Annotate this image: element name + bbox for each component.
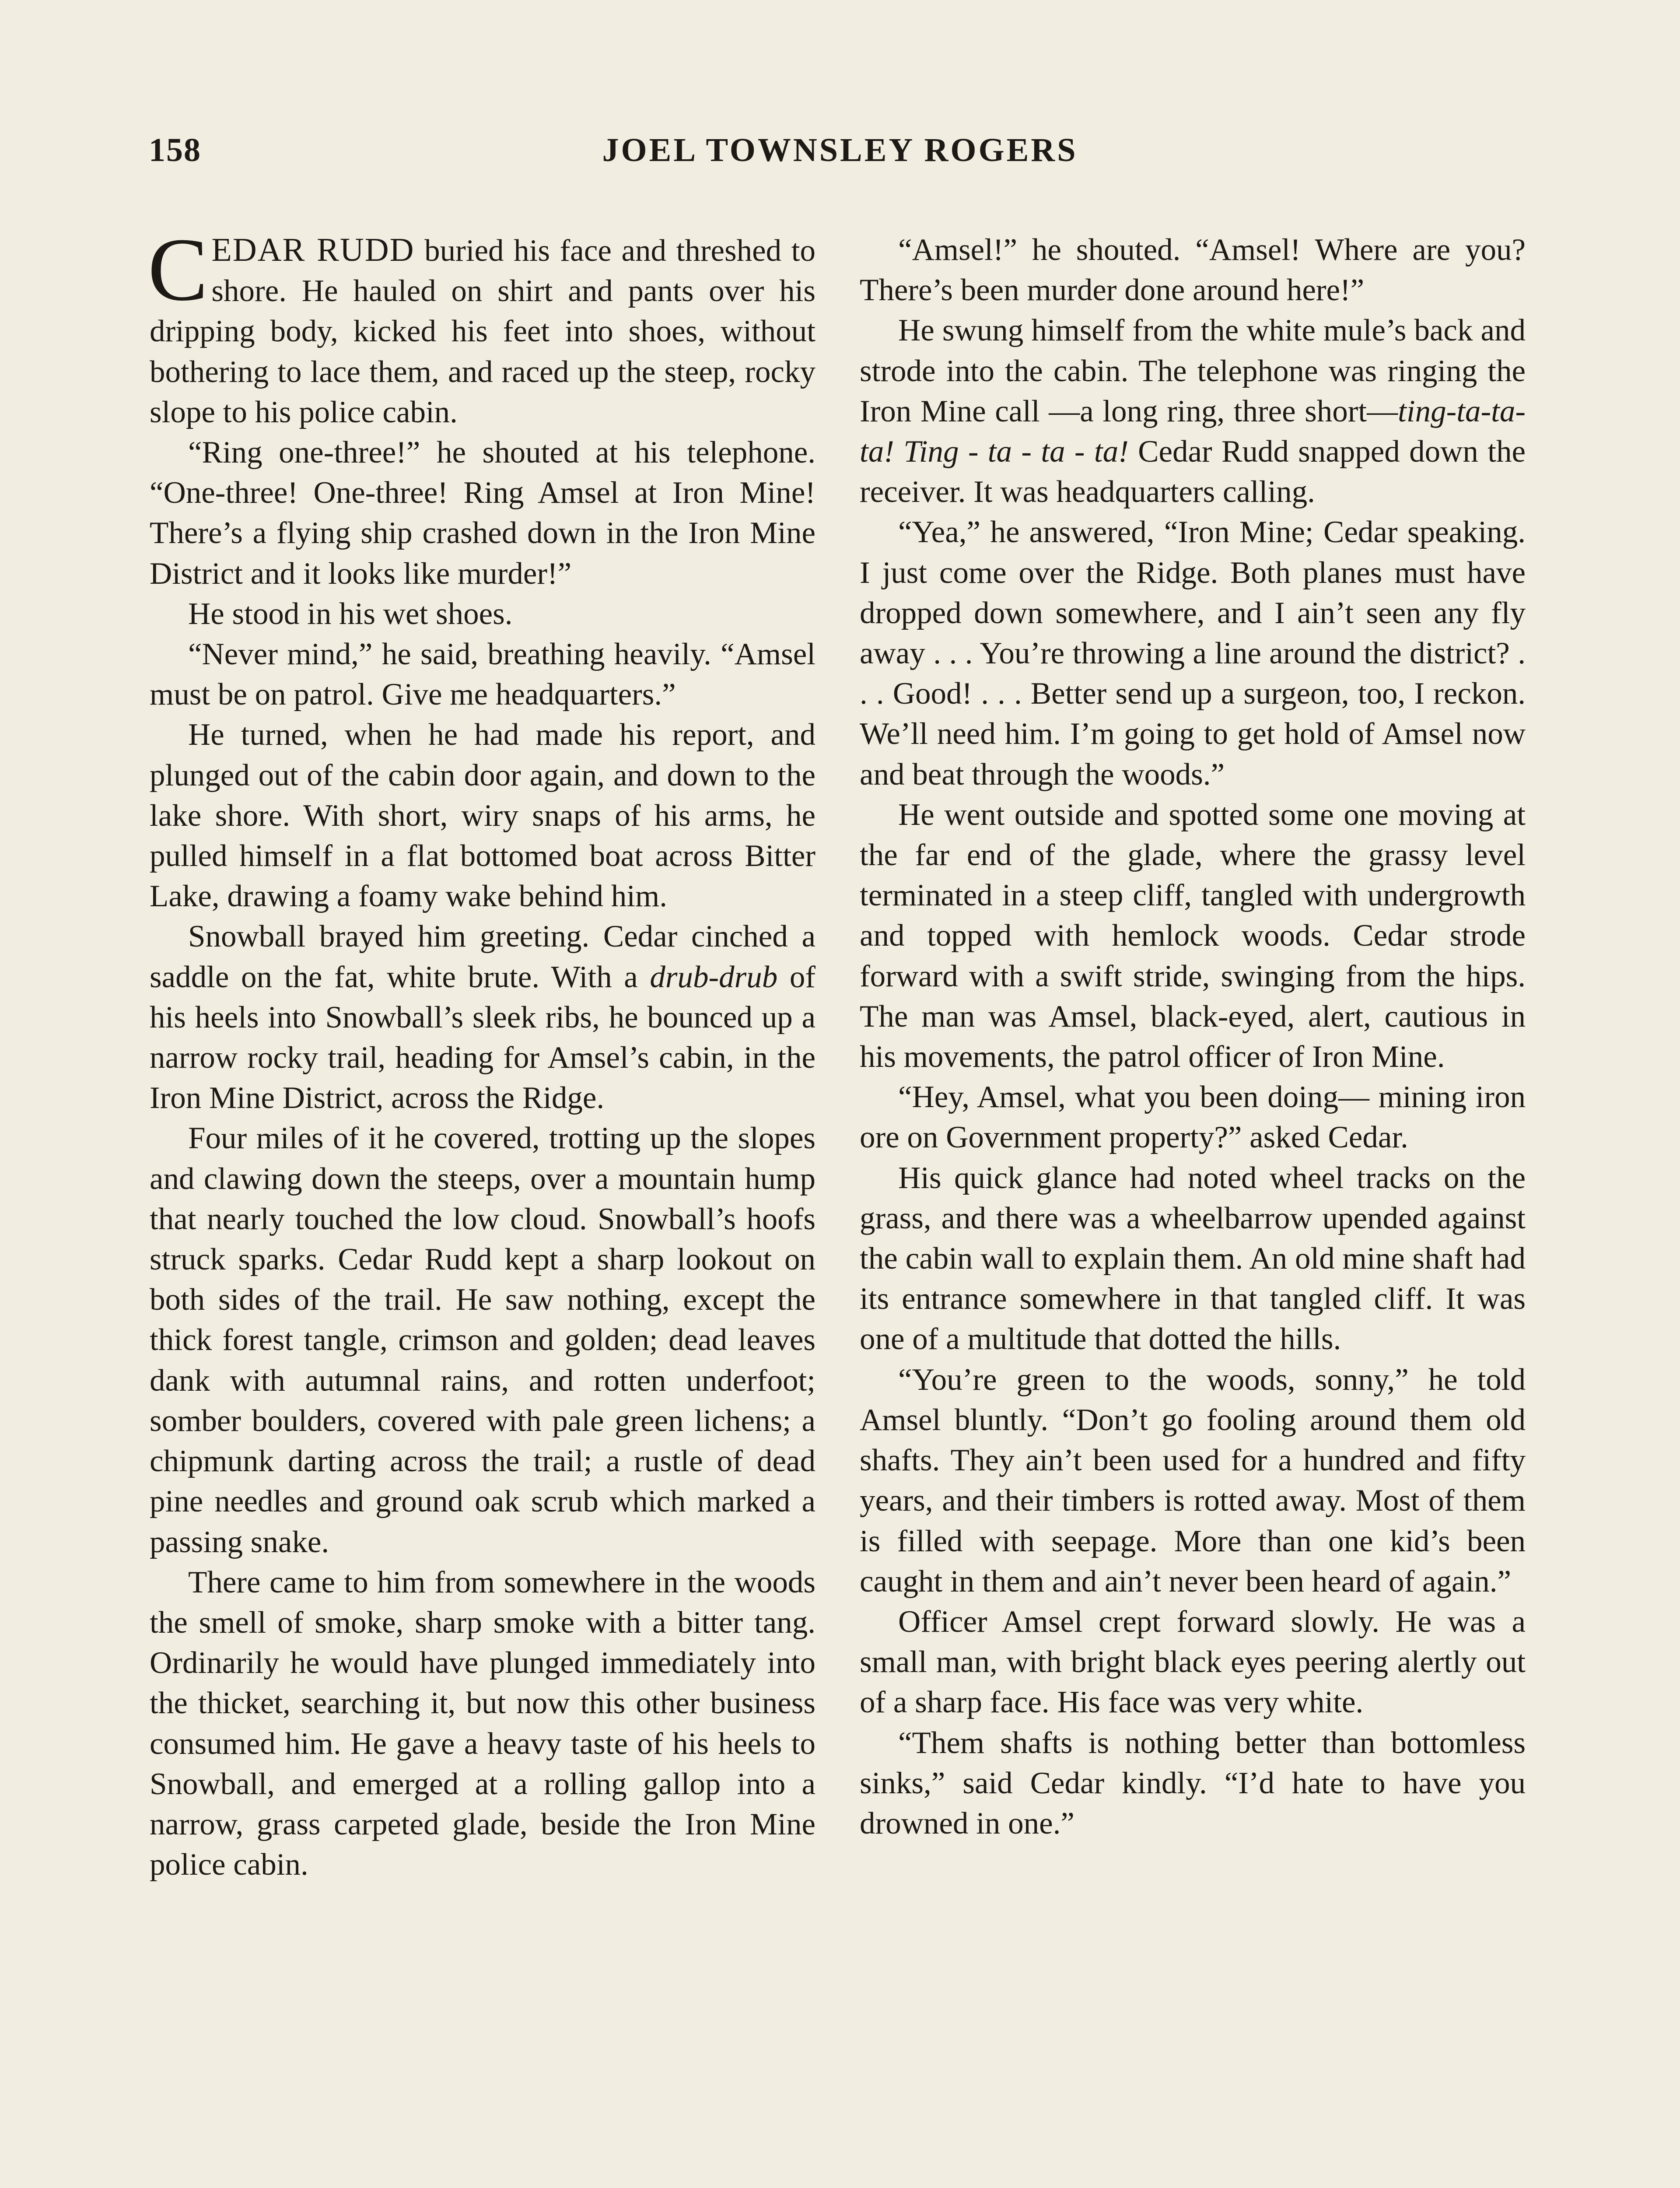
paragraph: His quick glance had noted wheel tracks on the grass, and there was a wheelbarrow upended against the cabin wall to explain them. An old mine shaft had its entrance somewhere in that tangled cliff. It was one of a multitude that dotted the hills. bbox=[860, 1161, 1526, 1357]
emphasis: ting-ta-ta-ta! Ting - ta - ta - ta! bbox=[860, 394, 1526, 469]
right-column bbox=[860, 230, 1526, 1844]
paragraph bbox=[150, 916, 816, 1118]
paragraph: Four miles of it he covered, trotting up the slopes and clawing down the steeps, over a mountain hump that nearly touched the low cloud. Snowball’s hoofs struck sparks. Cedar Rudd kept a sharp lookout on both sides of the trail. He saw nothing, except the thick forest tangle, crimson and golden; dead leaves dank with autumnal rains, and rotten underfoot; somber boulders, covered with pale green lichens; a chipmunk darting across the trail; a rustle of dead pine needles and ground oak scrub which marked a passing snake. bbox=[150, 1121, 816, 1559]
paragraph bbox=[148, 219, 816, 432]
paragraph-text: of his heels into Snowball’s sleek ribs, he bounced up a narrow rocky trail, heading for Amsel’s cabin, in the Iron Mine District, across the Ridge. bbox=[150, 960, 816, 1115]
paragraph: “Amsel!” he shouted. “Amsel! Where are you? There’s been murder done around here!” bbox=[860, 233, 1526, 308]
drop-cap: C bbox=[148, 219, 208, 319]
paragraph-text: Cedar Rudd snapped down the receiver. It was headquarters calling. bbox=[860, 435, 1526, 509]
page-number: 158 bbox=[149, 132, 201, 168]
paragraph: He went outside and spotted some one moving at the far end of the glade, where the grassy level terminated in a steep cliff, tangled with undergrowth and topped with hemlock woods. Cedar strode forward with a swift stride, swinging from the hips. The man was Amsel, black-eyed, alert, cautious in his movements, the patrol officer of Iron Mine. bbox=[860, 797, 1526, 1074]
paragraph-text: He swung himself from the white mule’s back and strode into the cabin. The telephone was ringing the Iron Mine call —a long ring, three short— bbox=[860, 313, 1526, 428]
paragraph bbox=[860, 310, 1526, 512]
paragraph-text: buried his face and threshed to shore. He hauled on shirt and pants over his dripping body, kicked his feet into shoes, without bothering to lace them, and raced up the steep, rocky slope to his police cabin. bbox=[150, 234, 816, 429]
paragraph: “Yea,” he answered, “Iron Mine; Cedar speaking. I just come over the Ridge. Both planes must have dropped down somewhere, and I ain’t seen any fly away . . . You’re throwing a line around the district? . . . Good! . . . Better send up a surgeon, too, I reckon. We’ll need him. I’m going to get hold of Amsel now and beat through the woods.” bbox=[860, 515, 1526, 792]
paragraph: He turned, when he had made his report, and plunged out of the cabin door again, and down to the lake shore. With short, wiry snaps of his arms, he pulled himself in a flat bottomed boat across Bitter Lake, drawing a foamy wake behind him. bbox=[150, 718, 816, 914]
emphasis: drub-drub bbox=[650, 960, 778, 994]
paragraph: There came to him from somewhere in the woods the smell of smoke, sharp smoke with a bitter tang. Ordinarily he would have plunged immediately into the thicket, searching it, but now this other business consumed him. He gave a heavy taste of his heels to Snowball, and emerged at a rolling gallop into a narrow, grass carpeted glade, beside the Iron Mine police cabin. bbox=[150, 1565, 816, 1882]
paragraph: “Never mind,” he said, breathing heavily. “Amsel must be on patrol. Give me headquarters.” bbox=[150, 637, 816, 712]
paragraph: “Them shafts is nothing better than bottomless sinks,” said Cedar kindly. “I’d hate to have you drowned in one.” bbox=[860, 1725, 1526, 1841]
paragraph: “Hey, Amsel, what you been doing— mining iron ore on Government property?” asked Cedar. bbox=[860, 1080, 1526, 1155]
character-name: EDAR RUDD bbox=[211, 231, 415, 268]
paragraph: “You’re green to the woods, sonny,” he told Amsel bluntly. “Don’t go fooling around them old shafts. They ain’t been used for a hundred and fifty years, and their timbers is rotted away. Most of them is filled with seepage. More than one kid’s been caught in them and ain’t never been heard of again.” bbox=[860, 1362, 1526, 1599]
running-title: JOEL TOWNSLEY ROGERS bbox=[602, 132, 1078, 168]
paragraph: “Ring one-three!” he shouted at his telephone. “One-three! One-three! Ring Amsel at Iron Mine! There’s a flying ship crashed down in the Iron Mine District and it looks like murder!” bbox=[150, 435, 816, 591]
paragraph: Officer Amsel crept forward slowly. He was a small man, with bright black eyes peering alertly out of a sharp face. His face was very white. bbox=[860, 1604, 1526, 1720]
page-header bbox=[149, 131, 1531, 184]
left-column bbox=[148, 219, 816, 1885]
paragraph-text: Snowball brayed him greeting. Cedar cinched a saddle on the fat, white brute. With a bbox=[150, 919, 816, 994]
paragraph: He stood in his wet shoes. bbox=[188, 596, 513, 631]
